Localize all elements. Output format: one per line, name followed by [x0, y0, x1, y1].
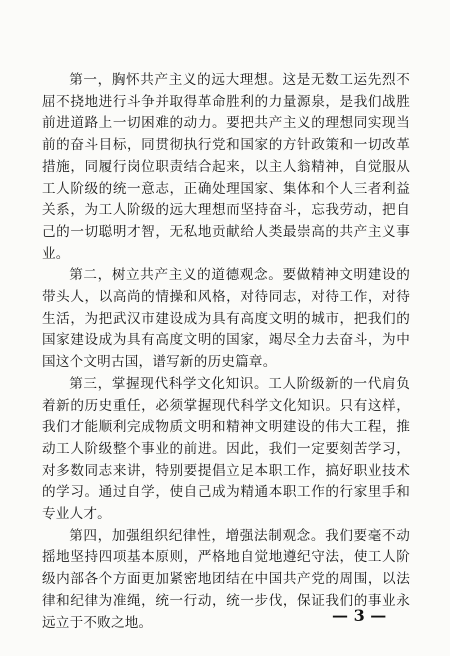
paragraph-3: 第三，掌握现代科学文化知识。工人阶级新的一代肩负着新的历史重任，必须掌握现代科学文化知识。只有这样，我们才能顺利完成物质文明和精神文明建设的伟大工程，推动工人阶级整个事业的前进。因此，我们一定要刻苦学习，对多数同志来讲，特别要提倡立足本职工作，搞好职业技术的学习。通过自学，使自己成为精通本职工作的行家里手和专业人才。: [42, 375, 410, 523]
paragraph-1: 第一，胸怀共产主义的远大理想。这是无数工运先烈不屈不挠地进行斗争并取得革命胜利的力量源泉，是我们战胜前进道路上一切困难的动力。要把共产主义的理想同实现当前的奋斗目标，同贯彻执行党和国家的方针政策和一切改革措施，同履行岗位职责结合起来，以主人翁精神，自觉服从工人阶级的统一意志，正确处理国家、集体和个人三者利益关系，为工人阶级的远大理想而坚持奋斗，忘我劳动，把自己的一切聪明才智，无私地贡献给人类最崇高的共产主义事业。: [42, 72, 410, 262]
paragraph-2: 第二，树立共产主义的道德观念。要做精神文明建设的带头人，以高尚的情操和风格，对待同志，对待工作，对待生活，为把武汉市建设成为具有高度文明的城市，把我们的国家建设成为具有高度文明的国家，竭尽全力去奋斗，为中国这个文明古国，谱写新的历史篇章。: [42, 267, 410, 371]
document-body: [42, 70, 410, 634]
paragraph-4: 第四，加强组织纪律性，增强法制观念。我们要毫不动摇地坚持四项基本原则，严格地自觉地遵纪守法，使工人阶级内部各个方面更加紧密地团结在中国共产党的周围，以法律和纪律为准绳，统一行动，统一步伐，保证我们的事业永远立于不败之地。: [42, 527, 410, 631]
page-number: — 3 —: [332, 606, 387, 625]
